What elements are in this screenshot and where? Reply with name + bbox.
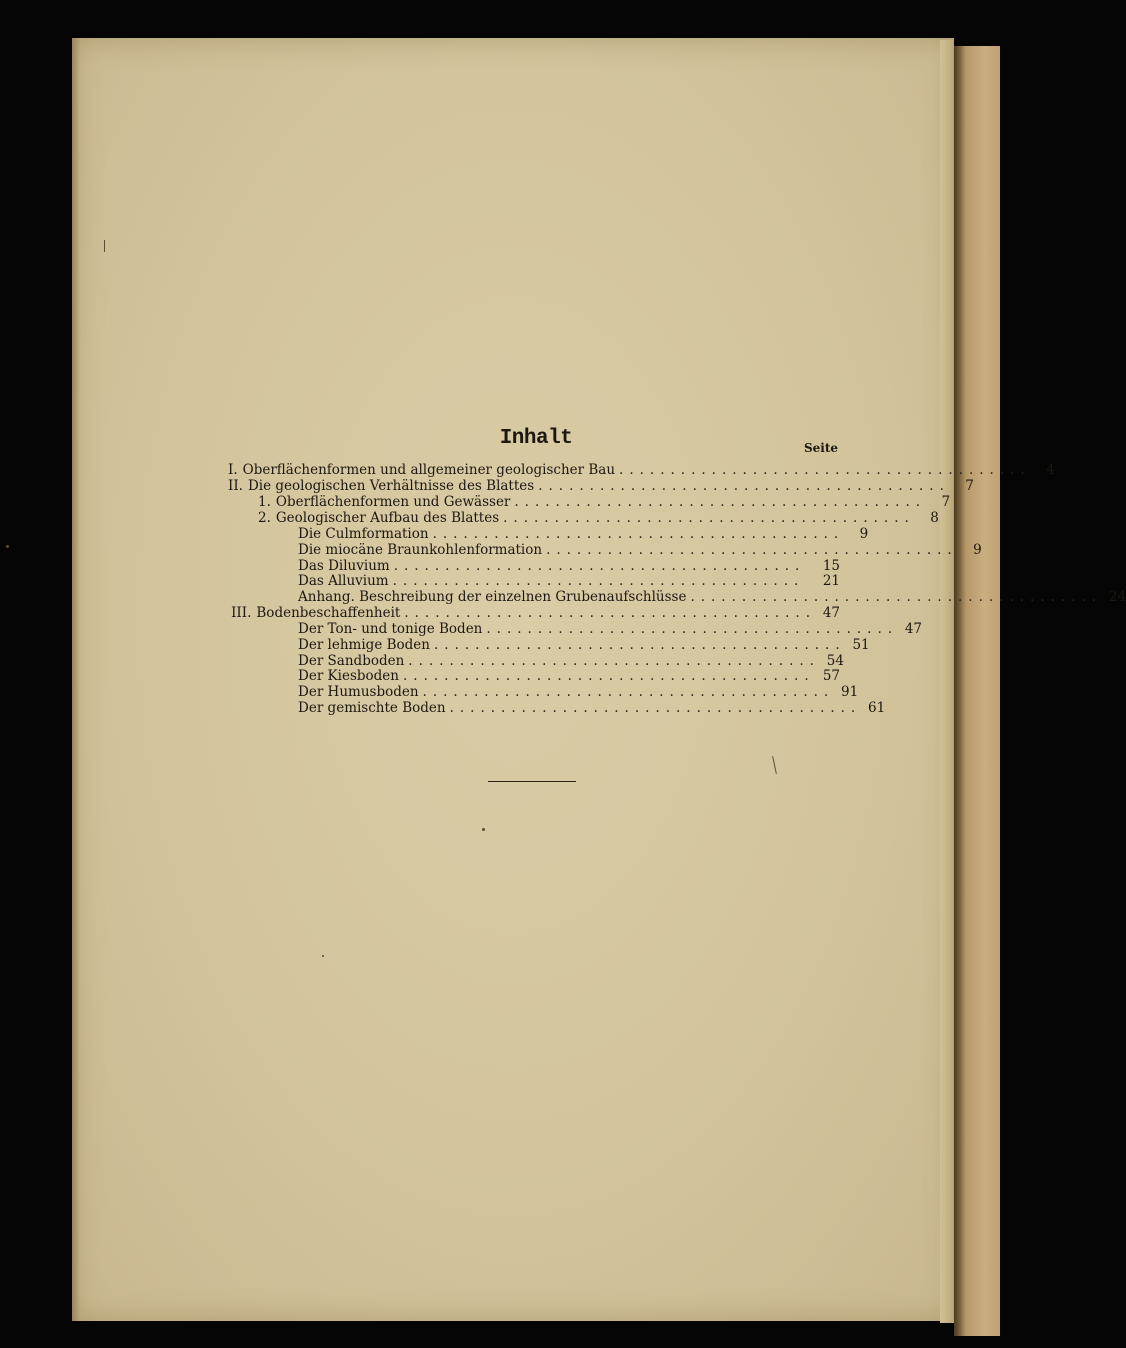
toc-entry bbox=[298, 653, 844, 669]
entry-page: 4 bbox=[1046, 462, 1055, 478]
dot-leader: ........................................ bbox=[503, 510, 915, 526]
entry-page: 47 bbox=[822, 605, 840, 621]
entry-page: 57 bbox=[822, 668, 840, 684]
dot-leader: ........................................ bbox=[422, 684, 835, 700]
entry-page: 9 bbox=[859, 526, 869, 542]
entry-number: I. bbox=[228, 462, 238, 478]
toc-entry bbox=[298, 637, 870, 653]
dot-leader: ........................................ bbox=[690, 589, 1103, 605]
entry-title: Der Kiesboden bbox=[298, 668, 399, 684]
dot-leader: ........................................ bbox=[393, 558, 806, 574]
entry-page: 54 bbox=[826, 653, 844, 669]
toc-title: Inhalt bbox=[499, 427, 573, 450]
dot-leader: ........................................ bbox=[486, 621, 899, 637]
entry-title: Oberflächenformen und allgemeiner geologischer Bau bbox=[242, 462, 616, 478]
toc-entry bbox=[298, 573, 840, 589]
entry-title: Oberflächenformen und Gewässer bbox=[275, 494, 511, 510]
closing-rule bbox=[488, 781, 576, 782]
dot-leader: ........................................ bbox=[514, 494, 927, 510]
dot-leader: ........................................ bbox=[619, 462, 1031, 478]
entry-page: 8 bbox=[930, 510, 939, 526]
toc-entry bbox=[298, 526, 869, 542]
entry-number: 1. bbox=[258, 494, 271, 510]
entry-number: 2. bbox=[258, 510, 271, 526]
entry-title: Der lehmige Boden bbox=[298, 637, 430, 653]
entry-title: Der Humusboden bbox=[298, 684, 419, 700]
toc-entry bbox=[298, 542, 982, 558]
entry-title: Die geologischen Verhältnisse des Blattes bbox=[247, 478, 535, 494]
entry-page: 15 bbox=[822, 558, 840, 574]
entry-title: Anhang. Beschreibung der einzelnen Grubenaufschlüsse bbox=[298, 589, 687, 605]
entry-page: 21 bbox=[822, 573, 840, 589]
entry-title: Der gemischte Boden bbox=[298, 700, 446, 716]
entry-page: 24 bbox=[1108, 589, 1126, 605]
toc-entry bbox=[258, 494, 951, 510]
toc-entry bbox=[220, 605, 840, 621]
entry-page: 51 bbox=[852, 637, 870, 653]
dot-leader: ........................................ bbox=[408, 653, 820, 669]
entry-title: Geologischer Aufbau des Blattes bbox=[275, 510, 500, 526]
entry-page: 47 bbox=[904, 621, 923, 637]
dot-leader: ........................................ bbox=[433, 637, 846, 653]
entry-title: Der Ton- und tonige Boden bbox=[298, 621, 483, 637]
dot-leader: ........................................ bbox=[404, 605, 816, 621]
dot-leader: ........................................ bbox=[392, 573, 805, 589]
dot-leader: ........................................ bbox=[402, 668, 815, 684]
entry-title: Das Diluvium bbox=[298, 558, 390, 574]
toc-entry bbox=[298, 589, 1126, 605]
entry-page: 61 bbox=[868, 700, 886, 716]
page-column-header: Seite bbox=[803, 441, 838, 455]
entry-number: II. bbox=[228, 478, 243, 494]
dot-leader: ........................................ bbox=[432, 526, 845, 542]
entry-title: Bodenbeschaffenheit bbox=[256, 605, 401, 621]
dot-leader: ........................................ bbox=[546, 542, 958, 558]
entry-page: 9 bbox=[973, 542, 982, 558]
dot-leader: ........................................ bbox=[538, 478, 950, 494]
entry-title: Die Culmformation bbox=[298, 526, 429, 542]
entry-title: Das Alluvium bbox=[298, 573, 389, 589]
toc-entry bbox=[298, 700, 886, 716]
toc-entry bbox=[228, 462, 1055, 478]
entry-page: 7 bbox=[965, 478, 974, 494]
toc-entry bbox=[298, 668, 840, 684]
entry-page: 91 bbox=[841, 684, 859, 700]
toc-entry bbox=[298, 621, 923, 637]
toc-entry bbox=[228, 478, 974, 494]
toc-entry bbox=[258, 510, 939, 526]
entry-page: 7 bbox=[941, 494, 951, 510]
toc-entry bbox=[298, 558, 840, 574]
entry-number: III. bbox=[231, 605, 252, 621]
dot-leader: ........................................ bbox=[449, 700, 862, 716]
entry-title: Die miocäne Braunkohlenformation bbox=[298, 542, 543, 558]
entry-title: Der Sandboden bbox=[298, 653, 405, 669]
toc-entry bbox=[298, 684, 859, 700]
